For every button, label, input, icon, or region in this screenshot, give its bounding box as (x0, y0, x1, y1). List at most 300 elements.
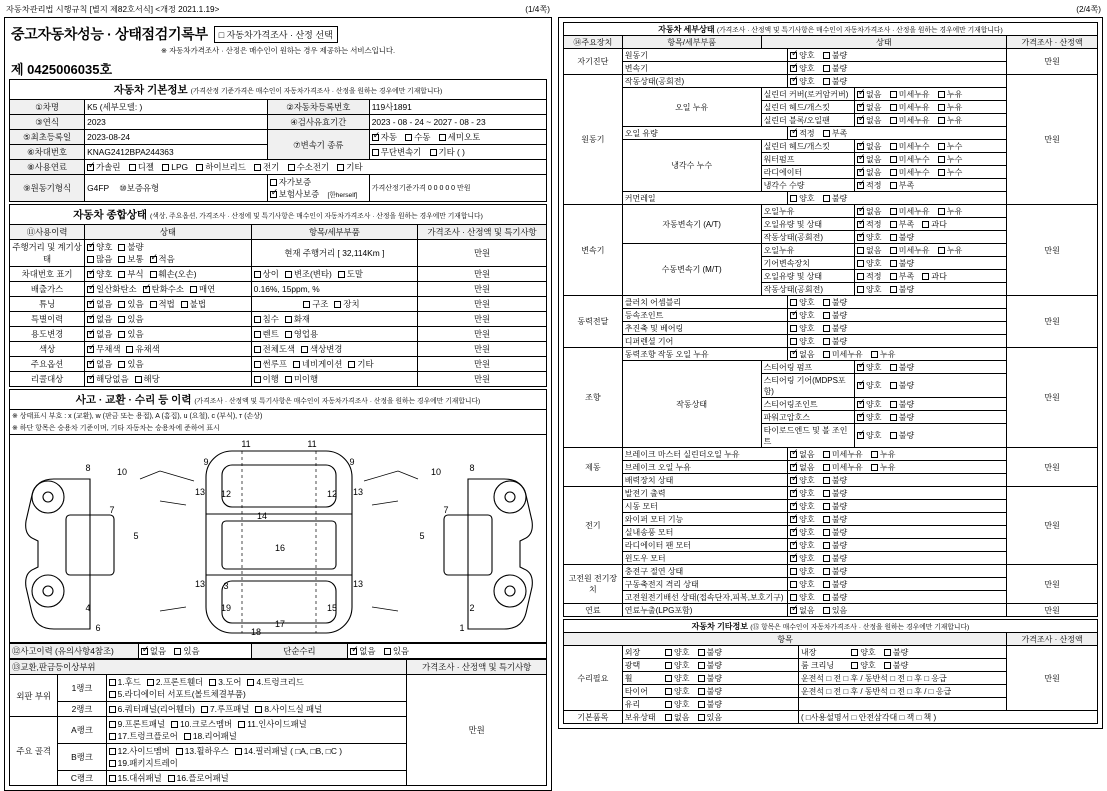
rank-label-a: A랭크 (58, 717, 106, 744)
state-steering-pump (855, 361, 1007, 373)
subpart-coolant-qty: 냉각수 수량 ✓ 적정 부족 (761, 179, 1007, 192)
row-state-options (85, 357, 251, 372)
panel-17-trunkfloor[interactable]: 17.트렁크플로어 (109, 730, 178, 742)
tire-bad[interactable]: 불량 (698, 686, 722, 697)
options-other[interactable]: 기타 (348, 358, 373, 370)
part-windowmotor: 윈도우 모터 ✓ 양호 불량 (622, 552, 1006, 565)
vin-rust[interactable]: 부식 (118, 268, 143, 280)
special-yes[interactable]: 있음 (118, 313, 143, 325)
svg-text:16: 16 (274, 543, 286, 553)
left-header-text: 자동차관리법 시행규칙 [별지 제82호서식] <개정 2021.1.19> (6, 5, 220, 14)
price-survey-select-checkbox[interactable]: □ 자동차가격조사 · 산정 선택 (214, 26, 338, 43)
coolant-head-minor[interactable]: 미세누수 (890, 141, 930, 152)
panel-1-hood[interactable]: 1.후드 (109, 676, 141, 688)
usage-rent[interactable]: 렌트 (254, 328, 279, 340)
part-differential: 디퍼렌셜 기어 양호 불량 (622, 335, 1006, 348)
field-value-baseprice: 가격산정기준가격 0 0 0 0 0 만원 (369, 175, 546, 202)
booster-good[interactable]: ✓ 양호 (790, 475, 814, 486)
radiator-leak[interactable]: 누수 (938, 167, 962, 178)
brake-oil-leak[interactable]: 누유 (871, 462, 895, 473)
group-brake: 제동 (564, 448, 623, 487)
wipermotor-good[interactable]: ✓ 양호 (790, 514, 814, 525)
part-battery-isolation: 구동축전지 격리 상태 양호 불량 (622, 578, 1006, 591)
polish-good[interactable]: 양호 (665, 660, 689, 671)
state-commonrail (788, 192, 1007, 204)
state-steering-gear (855, 374, 1007, 397)
mt-idle-bad[interactable]: 불량 (890, 284, 914, 295)
vin-diff[interactable]: 상이 (254, 268, 279, 280)
differential-good[interactable]: 양호 (790, 336, 814, 347)
mt-oilleak-none[interactable]: 없음 (857, 245, 881, 256)
simple-none[interactable]: ✓ 없음 (350, 645, 375, 657)
svg-text:11: 11 (307, 439, 317, 449)
svg-text:13: 13 (194, 487, 206, 497)
left-frame (4, 17, 552, 791)
coolantqty-ok[interactable]: ✓ 적정 (857, 180, 881, 191)
panel-11-insidepanel[interactable]: 11.인사이드패널 (238, 718, 307, 730)
other-info-col-price: 가격조사 · 산정액 (1007, 633, 1098, 646)
charging-port-good[interactable]: 양호 (790, 566, 814, 577)
col-history: ⑪사용이력 (10, 225, 85, 240)
part-alternator: 발전기 출력 ✓ 양호 불량 (622, 487, 1006, 500)
repair-glass-extra (798, 698, 1006, 711)
fuel-opt-lpg[interactable]: LPG (162, 162, 188, 172)
usage-none[interactable]: ✓ 없음 (87, 328, 112, 340)
wheel-bad[interactable]: 불량 (698, 673, 722, 684)
wipermotor-bad[interactable]: 불량 (823, 514, 847, 525)
vin-damage[interactable]: 훼손(오손) (150, 268, 197, 280)
right-page-header (558, 0, 1103, 17)
trans-opt-other[interactable]: 기타 ( ) (430, 146, 465, 158)
roomcleaning-bad[interactable]: 불량 (884, 660, 908, 671)
fuel-opt-diesel[interactable]: 디젤 (129, 161, 154, 173)
exterior-good[interactable]: 양호 (665, 647, 689, 658)
radiatorfan-bad[interactable]: 불량 (823, 540, 847, 551)
usage-commercial[interactable]: 영업용 (285, 328, 318, 340)
windowmotor-good[interactable]: ✓ 양호 (790, 553, 814, 564)
title-subnote: ※ 자동차가격조사 · 산정은 매수인이 원하는 경우 제공하는 서비스입니다. (160, 46, 396, 55)
tierod-good[interactable]: ✓양호 (857, 430, 881, 441)
state-startermotor (788, 500, 1007, 512)
svg-text:9: 9 (203, 457, 209, 467)
glass-good[interactable]: 양호 (665, 699, 689, 710)
clutch-good[interactable]: 양호 (790, 297, 814, 308)
vehicle-diagram-svg (10, 435, 548, 641)
state-waterpump (855, 153, 1007, 165)
selfdiag-trans-good[interactable]: ✓ 양호 (790, 63, 814, 74)
engine-idle-good[interactable]: ✓ 양호 (790, 76, 814, 87)
repair-tire-positions[interactable]: 운전석 □ 전 □ 후 / 동반석 □ 전 □ 후 / □ 응급 (798, 685, 1006, 698)
blockoilpan-minor[interactable]: 미세누유 (890, 115, 930, 126)
row-state-mileage (85, 240, 251, 267)
panel-items-rankc (106, 771, 407, 786)
panel-items-ranka (106, 717, 407, 744)
brake-master-minor[interactable]: 미세누유 (823, 449, 863, 460)
warranty-opt-self[interactable]: 자가보증 (270, 176, 311, 188)
oilqty-ok[interactable]: ✓ 적정 (790, 128, 814, 139)
commonrail-bad[interactable]: 불량 (823, 193, 847, 204)
panel-15-dashpanel[interactable]: 15.대쉬패널 (109, 772, 162, 784)
waterpump-minor[interactable]: 미세누수 (890, 154, 930, 165)
part-steering-operation: 작동상태 (622, 361, 761, 448)
mt-gear-good[interactable]: 양호 (857, 258, 881, 269)
power-hose-bad[interactable]: 불량 (890, 412, 914, 423)
brake-master-leak[interactable]: 누유 (871, 449, 895, 460)
panel-6-quarter[interactable]: 6.쿼터패널(리어휀더) (109, 703, 195, 715)
at-oilleak-none[interactable]: ✓ 없음 (857, 206, 881, 217)
trans-opt-auto[interactable]: ✓자동 (372, 131, 397, 143)
basic-items-yes[interactable]: 있음 (698, 712, 722, 723)
booster-bad[interactable]: 불량 (823, 475, 847, 486)
fuel-leak-yes[interactable]: 있음 (823, 605, 847, 616)
other-info-price: 만원 (1007, 646, 1098, 711)
options-yes[interactable]: 있음 (118, 358, 143, 370)
svg-text:1: 1 (459, 623, 465, 633)
clutch-bad[interactable]: 불량 (823, 297, 847, 308)
exterior-bad[interactable]: 불량 (698, 647, 722, 658)
state-oil-quantity (788, 127, 1007, 139)
differential-bad[interactable]: 불량 (823, 336, 847, 347)
panel-12-sidemember[interactable]: 12.사이드멤버 (109, 745, 170, 757)
cvjoint-good[interactable]: ✓ 양호 (790, 310, 814, 321)
rockercover-minor[interactable]: 미세누유 (890, 89, 930, 100)
repair-exterior: 외장 양호 불량 (622, 646, 798, 659)
radiator-minor[interactable]: 미세누수 (890, 167, 930, 178)
waterpump-none[interactable]: ✓ 없음 (857, 154, 881, 165)
table-row (10, 372, 547, 387)
basic-items-none[interactable]: 없음 (665, 712, 689, 723)
interior-bad[interactable]: 불량 (884, 647, 908, 658)
vin-erased[interactable]: 도말 (338, 268, 363, 280)
panel-13-wheelhouse[interactable]: 13.휠하우스 (176, 745, 229, 757)
mileage-few[interactable]: ✓ 적음 (150, 253, 175, 265)
row-state-usage (85, 327, 251, 342)
vin-good[interactable]: ✓ 양호 (87, 268, 112, 280)
row-price-special: 만원 (418, 312, 547, 327)
emission-hc[interactable]: ✓ 탄화수소 (143, 283, 184, 295)
options-none[interactable]: ✓ 없음 (87, 358, 112, 370)
svg-text:8: 8 (469, 463, 475, 473)
at-oilqty-ok[interactable]: ✓ 적정 (857, 219, 881, 230)
panel-2-frontfender[interactable]: 2.프론트휀더 (147, 676, 203, 688)
steering-pump-good[interactable]: ✓ 양호 (857, 362, 881, 373)
propshaft-bad[interactable]: 불량 (823, 323, 847, 334)
at-idle-good[interactable]: ✓ 양호 (857, 232, 881, 243)
panel-4-trunklid[interactable]: 4.트렁크리드 (247, 676, 303, 688)
panel-18-rearpanel[interactable]: 18.리어패널 (184, 730, 237, 742)
history-section-title: 사고 · 교환 · 수리 등 이력 (가격조사 · 산정액 및 특기사항은 매수인이 자동차가격조사 · 산정을 원하는 경우에만 기재합니다) (10, 390, 547, 410)
rank-label-c: C랭크 (58, 771, 106, 786)
repair-wheel-positions[interactable]: 운전석 □ 전 □ 후 / 동반석 □ 전 □ 후 □ 응급 (798, 672, 1006, 685)
interior-good[interactable]: 양호 (851, 647, 875, 658)
mileage-good[interactable]: ✓양호 (87, 241, 112, 253)
brake-oil-minor[interactable]: 미세누유 (823, 462, 863, 473)
row-state-special (85, 312, 251, 327)
panel-parts-title: ⑬교환,판금등이상부위 (10, 660, 407, 675)
steering-pump-bad[interactable]: 불량 (890, 362, 914, 373)
radiator-none[interactable]: ✓ 없음 (857, 167, 881, 178)
tuning-structure[interactable]: 구조 (303, 298, 328, 310)
vin-altered[interactable]: 변조(변타) (285, 268, 332, 280)
emission-smoke[interactable]: 매연 (190, 283, 215, 295)
mt-oilleak-minor[interactable]: 미세누유 (890, 245, 930, 256)
document-title-row (9, 22, 547, 44)
state-mt-oilleak (855, 244, 1007, 256)
polish-bad[interactable]: 불량 (698, 660, 722, 671)
recall-applicable[interactable]: 해당 (135, 373, 160, 385)
steering-gear-good[interactable]: ✓양호 (857, 380, 881, 391)
field-value-transmission-row2 (369, 145, 546, 160)
table-row (564, 604, 1098, 617)
color-changed[interactable]: 색상변경 (301, 343, 342, 355)
col-state: 상태 (85, 225, 251, 240)
startermotor-bad[interactable]: 불량 (823, 501, 847, 512)
state-at-idle (855, 231, 1007, 243)
blowermotor-bad[interactable]: 불량 (823, 527, 847, 538)
table-row (10, 282, 547, 297)
row-state-recall (85, 372, 251, 387)
fuel-leak-none[interactable]: ✓ 없음 (790, 605, 814, 616)
part-blowermotor: 실내송풍 모터 ✓ 양호 불량 (622, 526, 1006, 539)
options-navigation[interactable]: 네비게이션 (293, 358, 342, 370)
overall-state-section-title: 자동차 종합상태 (색상, 주요옵션, 가격조사 · 산정에 및 특기사항은 매수인이 자동차가격조사 · 산정을 원하는 경우에만 기재합니다) (10, 205, 547, 225)
col-subpart: 항목/세부부품 (622, 36, 761, 49)
state-steering-joint (855, 398, 1007, 410)
blockoilpan-none[interactable]: ✓ 없음 (857, 115, 881, 126)
row-price-options: 만원 (418, 357, 547, 372)
field-label-firstreg: ⑤최초등록일 (10, 130, 85, 145)
pssleak-minor[interactable]: 미세누유 (823, 349, 863, 360)
tierod-bad[interactable]: 불량 (890, 430, 914, 441)
at-oilqty-low[interactable]: 부족 (890, 219, 914, 230)
windowmotor-bad[interactable]: 불량 (823, 553, 847, 564)
row-price-tuning: 만원 (418, 297, 547, 312)
fuel-opt-gasoline[interactable]: ✓ 가솔린 (87, 161, 120, 173)
tuning-device[interactable]: 장치 (334, 298, 359, 310)
usage-yes[interactable]: 있음 (118, 328, 143, 340)
state-headgasket (855, 101, 1007, 113)
cvjoint-bad[interactable]: 불량 (823, 310, 847, 321)
table-row (564, 75, 1098, 88)
rockercover-leak[interactable]: 누유 (938, 89, 962, 100)
radiatorfan-good[interactable]: ✓ 양호 (790, 540, 814, 551)
hv-wiring-bad[interactable]: 불량 (823, 592, 847, 603)
panel-14-pillar[interactable]: 14.필러패널 ( □A, □B, □C ) (235, 745, 342, 757)
coolant-head-leak[interactable]: 누수 (938, 141, 962, 152)
rank-label-b: B랭크 (58, 744, 106, 771)
accident-yes[interactable]: 있음 (174, 645, 199, 657)
special-none[interactable]: ✓ 없음 (87, 313, 112, 325)
left-page-number: (1/4쪽) (525, 5, 550, 14)
fuel-opt-ev[interactable]: 전기 (254, 161, 279, 173)
table-row (564, 448, 1098, 461)
part-charging-port: 충전구 절연 상태 양호 불량 (622, 565, 1006, 578)
state-brake-oil (788, 461, 1007, 473)
row-label-options: 주요옵션 (10, 357, 85, 372)
color-chromatic[interactable]: 유채색 (126, 343, 159, 355)
headgasket-none[interactable]: ✓ 없음 (857, 102, 881, 113)
accident-none[interactable]: ✓ 없음 (141, 645, 166, 657)
history-note-2: ※ 하단 항목은 승용차 기준이며, 기타 자동차는 승용차에 준하여 표시 (10, 422, 547, 435)
steering-joint-bad[interactable]: 불량 (890, 399, 914, 410)
state-mt-gear (855, 257, 1007, 269)
part-commonrail: 커먼레일 양호 불량 (622, 192, 1006, 205)
charging-port-bad[interactable]: 불량 (823, 566, 847, 577)
table-row (564, 296, 1098, 309)
startermotor-good[interactable]: ✓ 양호 (790, 501, 814, 512)
mt-idle-good[interactable]: 양호 (857, 284, 881, 295)
part-cvjoint: 등속조인트 ✓ 양호 불량 (622, 309, 1006, 322)
panel-parts-price: 만원 (407, 675, 547, 786)
color-full-repaint[interactable]: 전체도색 (254, 343, 295, 355)
tuning-none[interactable]: ✓ 없음 (87, 298, 112, 310)
panel-5-radiator-support[interactable]: 5.라디에이터 서포트(볼트체결부품) (109, 688, 246, 700)
price-powertrain: 만원 (1007, 296, 1098, 348)
state-wipermotor (788, 513, 1007, 525)
options-sunroof[interactable]: 썬루프 (254, 358, 287, 370)
panel-items-rank2 (106, 702, 407, 717)
row-label-special: 특별이력 (10, 312, 85, 327)
color-achromatic[interactable]: ✓ 무채색 (87, 343, 120, 355)
selfdiag-trans-bad[interactable]: 불량 (823, 63, 847, 74)
price-transmission: 만원 (1007, 205, 1098, 296)
fuel-opt-other[interactable]: 기타 (337, 161, 362, 173)
vehicle-damage-diagram[interactable] (9, 435, 547, 643)
row-extra-special (251, 312, 417, 327)
trans-opt-manual[interactable]: 수동 (405, 131, 430, 143)
panel-parts-table (9, 659, 547, 786)
svg-text:5: 5 (419, 531, 425, 541)
part-power-steering-leak: 동력조향 작동 오일 누유 ✓ 없음 미세누유 누유 (622, 348, 1006, 361)
at-idle-bad[interactable]: 불량 (890, 232, 914, 243)
basic-info-table (9, 79, 547, 202)
state-charging-port (788, 565, 1007, 577)
propshaft-good[interactable]: 양호 (790, 323, 814, 334)
steering-joint-good[interactable]: ✓ 양호 (857, 399, 881, 410)
group-label-outer: 외판 부위 (10, 675, 58, 717)
steering-gear-bad[interactable]: 불량 (890, 380, 914, 391)
selfdiag-engine-bad[interactable]: 불량 (823, 50, 847, 61)
mt-oilqty-low[interactable]: 부족 (890, 271, 914, 282)
trans-opt-cvt[interactable]: 무단변속기 (372, 146, 421, 158)
commonrail-good[interactable]: 양호 (790, 193, 814, 204)
coolantqty-low[interactable]: 부족 (890, 180, 914, 191)
state-clutch (788, 296, 1007, 308)
svg-text:12: 12 (220, 489, 232, 499)
alternator-good[interactable]: ✓ 양호 (790, 488, 814, 499)
field-label-regno: ②자동차등록번호 (267, 100, 369, 115)
state-coolant-qty (855, 179, 1007, 191)
brake-oil-none[interactable]: ✓ 없음 (790, 462, 814, 473)
svg-text:6: 6 (95, 623, 101, 633)
power-hose-good[interactable]: ✓ 양호 (857, 412, 881, 423)
state-selfdiag-engine (788, 49, 1007, 61)
state-alternator (788, 487, 1007, 499)
trans-opt-semiauto[interactable]: 세미오토 (439, 131, 480, 143)
panel-3-door[interactable]: 3.도어 (209, 676, 241, 688)
pssleak-leak[interactable]: 누유 (871, 349, 895, 360)
tuning-legal[interactable]: 적법 (150, 298, 175, 310)
blowermotor-good[interactable]: ✓ 양호 (790, 527, 814, 538)
brake-master-none[interactable]: ✓ 없음 (790, 449, 814, 460)
blockoilpan-leak[interactable]: 누유 (938, 115, 962, 126)
field-label-year: ③연식 (10, 115, 85, 130)
field-value-warranty (267, 175, 369, 202)
alternator-bad[interactable]: 불량 (823, 488, 847, 499)
pssleak-none[interactable]: ✓ 없음 (790, 349, 814, 360)
mt-oilleak-leak[interactable]: 누유 (938, 245, 962, 256)
recall-notdone[interactable]: 미이행 (285, 373, 318, 385)
panel-8-sidesill[interactable]: 8.사이드실 패널 (255, 703, 322, 715)
special-flood[interactable]: 침수 (254, 313, 279, 325)
emission-co[interactable]: ✓ 일산화탄소 (87, 283, 136, 295)
wheel-good[interactable]: 양호 (665, 673, 689, 684)
mileage-normal[interactable]: 보통 (118, 253, 143, 265)
row-label-usage: 용도변경 (10, 327, 85, 342)
fuel-opt-hybrid[interactable]: 하이브리드 (196, 161, 245, 173)
coolant-head-none[interactable]: ✓ 없음 (857, 141, 881, 152)
table-row (10, 312, 547, 327)
panel-16-floorpanel[interactable]: 16.플로어패널 (168, 772, 229, 784)
repair-tire: 타이어 양호 불량 (622, 685, 798, 698)
special-fire[interactable]: 화재 (285, 313, 310, 325)
headgasket-leak[interactable]: 누유 (938, 102, 962, 113)
hv-wiring-good[interactable]: 양호 (790, 592, 814, 603)
recall-na[interactable]: ✓ 해당없음 (87, 373, 128, 385)
battery-isolation-good[interactable]: 양호 (790, 579, 814, 590)
panel-9-frontpanel[interactable]: 9.프론트패널 (109, 718, 165, 730)
glass-bad[interactable]: 불량 (698, 699, 722, 710)
mt-gear-bad[interactable]: 불량 (890, 258, 914, 269)
tuning-illegal[interactable]: 불법 (181, 298, 206, 310)
simple-yes[interactable]: 있음 (384, 645, 409, 657)
waterpump-leak[interactable]: 누수 (938, 154, 962, 165)
fuel-opt-hydrogen[interactable]: 수소전기 (288, 161, 329, 173)
warranty-opt-insurer[interactable]: ✓보험사보증 (270, 188, 319, 200)
row-extra-vinmark (251, 267, 417, 282)
recall-done[interactable]: 이행 (254, 373, 279, 385)
panel-10-crossmember[interactable]: 10.크로스멤버 (171, 718, 232, 730)
tire-good[interactable]: 양호 (665, 686, 689, 697)
field-value-engine: G4FP ⑩보증유형 (85, 175, 268, 202)
rockercover-none[interactable]: ✓ 없음 (857, 89, 881, 100)
detail-state-title: 자동차 세부상태 (가격조사 · 산정액 및 특기사항은 매수인이 자동차가격조사 · 산정을 원하는 경우에만 기재합니다) (564, 23, 1098, 36)
at-oilleak-minor[interactable]: 미세누유 (890, 206, 930, 217)
rank-label-1: 1랭크 (58, 675, 106, 702)
part-clutch: 클러치 어셈블리 양호 불량 (622, 296, 1006, 309)
selfdiag-engine-good[interactable]: ✓ 양호 (790, 50, 814, 61)
mt-oilqty-ok[interactable]: 적정 (857, 271, 881, 282)
tuning-yes[interactable]: 있음 (118, 298, 143, 310)
battery-isolation-bad[interactable]: 불량 (823, 579, 847, 590)
engine-idle-bad[interactable]: 불량 (823, 76, 847, 87)
mileage-bad[interactable]: 불량 (118, 241, 143, 253)
mileage-many[interactable]: 많음 (87, 253, 112, 265)
panel-19-packagetray[interactable]: 19.패키지트레이 (109, 757, 178, 769)
mt-oilqty-over[interactable]: 과다 (922, 271, 946, 282)
at-oilqty-over[interactable]: 과다 (922, 219, 946, 230)
basic-items-list[interactable]: ( □사용설명서 □ 안전삼각대 □ 잭 □ 책 ) (798, 711, 1097, 724)
state-battery-isolation (788, 578, 1007, 590)
field-label-inspection: ④검사유효기간 (267, 115, 369, 130)
panel-7-roof[interactable]: 7.루프패널 (201, 703, 249, 715)
roomcleaning-good[interactable]: 양호 (851, 660, 875, 671)
document-number: 제 0425006035호 (11, 62, 113, 77)
headgasket-minor[interactable]: 미세누유 (890, 102, 930, 113)
oilqty-low[interactable]: 부족 (823, 128, 847, 139)
at-oilleak-leak[interactable]: 누유 (938, 206, 962, 217)
price-engine: 만원 (1007, 75, 1098, 205)
